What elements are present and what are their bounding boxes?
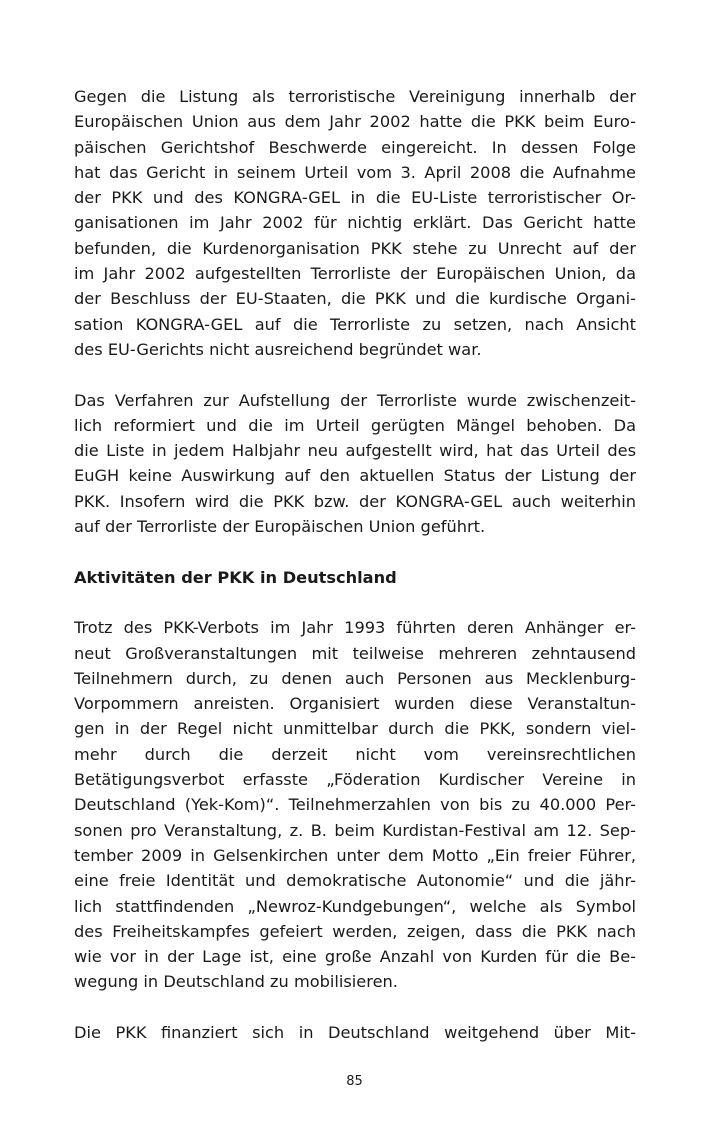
text-line: Teilnehmern durch, zu denen auch Personen aus Mecklenburg- [74, 668, 636, 688]
text-line: ganisationen im Jahr 2002 für nichtig erklärt. Das Gericht hatte [74, 213, 636, 233]
text-line: Europäischen Union aus dem Jahr 2002 hatte die PKK beim Euro- [74, 112, 636, 132]
paragraph-spacer [74, 539, 636, 564]
text-line: päischen Gerichtshof Beschwerde eingereicht. In dessen Folge [74, 137, 636, 157]
text-line: Vorpommern anreisten. Organisiert wurden diese Veranstaltun- [74, 694, 636, 714]
text-line: mehr durch die derzeit nicht vom vereinsrechtlichen [74, 744, 636, 764]
text-line: sonen pro Veranstaltung, z. B. beim Kurdistan-Festival am 12. Sep- [74, 820, 636, 840]
paragraph-activities [74, 615, 636, 994]
text-line: Gegen die Listung als terroristische Vereinigung innerhalb der [74, 87, 636, 106]
text-line: Die PKK finanziert sich in Deutschland weitgehend über Mit- [74, 1022, 636, 1042]
section-heading-container [74, 565, 636, 590]
text-line: die Liste in jedem Halbjahr neu aufgestellt wird, hat das Urteil des [74, 441, 636, 461]
text-line: wie vor in der Lage ist, eine große Anzahl von Kurden für die Be- [74, 947, 636, 967]
paragraph-spacer [74, 995, 636, 1020]
text-line: des EU-Gerichts nicht ausreichend begründet war. [74, 339, 482, 359]
paragraph-eu-court [74, 84, 636, 362]
text-line: neut Großveranstaltungen mit teilweise mehreren zehntausend [74, 643, 636, 663]
text-line: Betätigungsverbot erfasste „Föderation Kurdischer Vereine in [74, 770, 636, 790]
text-line: sation KONGRA-GEL auf die Terrorliste zu setzen, nach Ansicht [74, 314, 636, 334]
text-line: der PKK und des KONGRA-GEL in die EU-Liste terroristischer Or- [74, 188, 636, 208]
text-line: EuGH keine Auswirkung auf den aktuellen Status der Listung der [74, 466, 636, 486]
paragraph-spacer [74, 362, 636, 387]
text-line: eine freie Identität und demokratische Autonomie“ und die jähr- [74, 871, 636, 891]
text-line: wegung in Deutschland zu mobilisieren. [74, 972, 398, 992]
text-line: tember 2009 in Gelsenkirchen unter dem Motto „Ein freier Führer, [74, 845, 636, 865]
text-line: Trotz des PKK-Verbots im Jahr 1993 führten deren Anhänger er- [74, 618, 636, 638]
text-line: der Beschluss der EU-Staaten, die PKK und die kurdische Organi- [74, 289, 636, 309]
text-line: lich reformiert und die im Urteil gerügten Mängel behoben. Da [74, 415, 636, 435]
text-line: des Freiheitskampfes gefeiert werden, zeigen, dass die PKK nach [74, 921, 636, 941]
section-heading: Aktivitäten der PKK in Deutschland [74, 567, 397, 587]
paragraph-spacer [74, 590, 636, 615]
text-line: gen in der Regel nicht unmittelbar durch die PKK, sondern viel- [74, 719, 636, 739]
text-line: hat das Gericht in seinem Urteil vom 3. April 2008 die Aufnahme [74, 162, 636, 182]
document-page [74, 84, 636, 1045]
paragraph-terror-list [74, 388, 636, 540]
text-line: Das Verfahren zur Aufstellung der Terrorliste wurde zwischenzeit- [74, 390, 636, 410]
text-line: PKK. Insofern wird die PKK bzw. der KONGRA-GEL auch weiterhin [74, 491, 636, 511]
text-line: Deutschland (Yek-Kom)“. Teilnehmerzahlen von bis zu 40.000 Per- [74, 795, 636, 815]
text-line: lich stattfindenden „Newroz-Kundgebungen“, welche als Symbol [74, 896, 636, 916]
page-number: 85 [346, 1074, 363, 1089]
paragraph-financing [74, 1020, 636, 1045]
text-line: befunden, die Kurdenorganisation PKK stehe zu Unrecht auf der [74, 238, 636, 258]
text-line: im Jahr 2002 aufgestellten Terrorliste der Europäischen Union, da [74, 264, 636, 284]
text-line: auf der Terrorliste der Europäischen Union geführt. [74, 517, 486, 537]
